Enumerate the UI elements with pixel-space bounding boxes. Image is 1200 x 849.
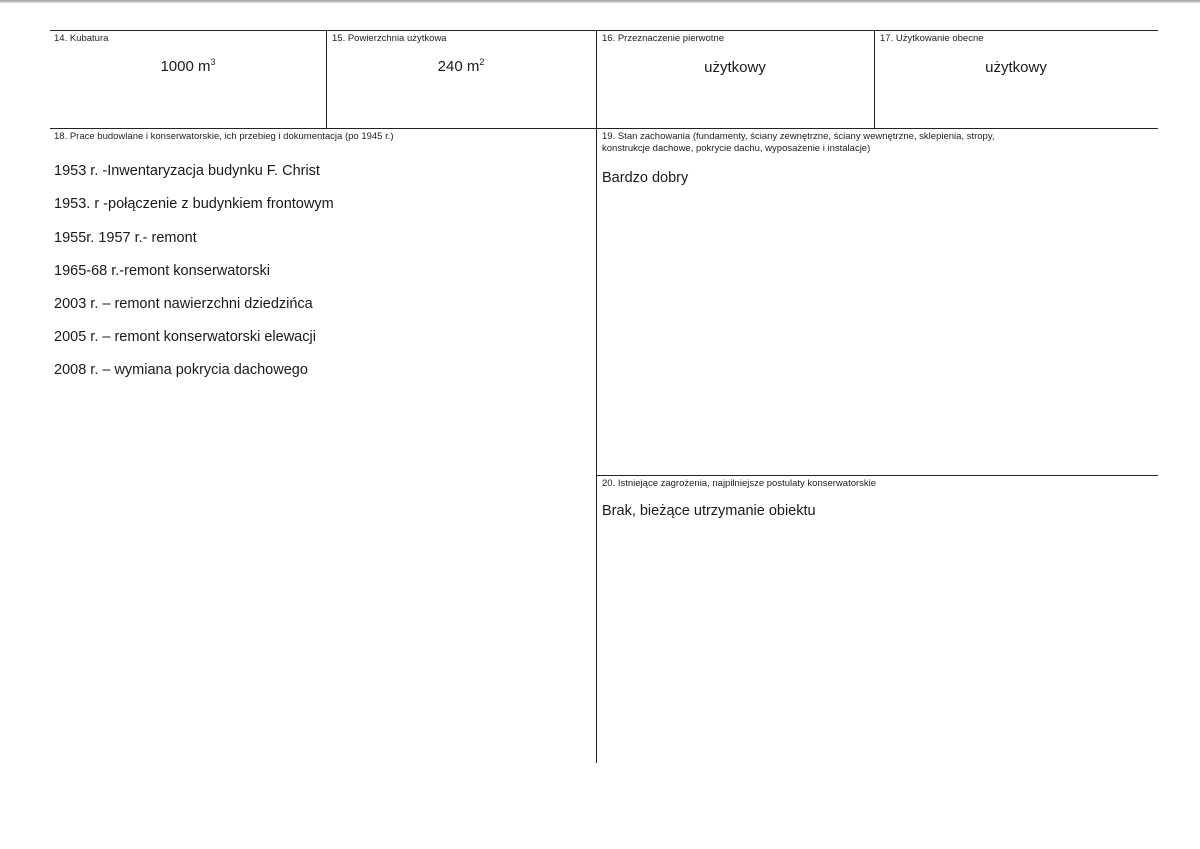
column-divider [874, 30, 875, 128]
field-15-label: 15. Powierzchnia użytkowa [332, 33, 447, 44]
field-19-label-line: konstrukcje dachowe, pokrycie dachu, wyposażenie i instalacje) [602, 143, 871, 154]
field-16-value: użytkowy [704, 59, 766, 76]
field-20-label: 20. Istniejące zagrożenia, najpilniejsze postulaty konserwatorskie [602, 478, 877, 489]
field-20-value: Brak, bieżące utrzymanie obiektu [602, 503, 816, 519]
section-divider [596, 475, 1158, 476]
field-19-value: Bardzo dobry [602, 170, 689, 186]
field-18-label: 18. Prace budowlane i konserwatorskie, ich przebieg i dokumentacja (po 1945 r.) [54, 131, 394, 142]
field-14-label: 14. Kubatura [54, 33, 109, 44]
field-17-value: użytkowy [985, 59, 1047, 76]
column-divider [326, 30, 327, 128]
column-divider [596, 30, 597, 763]
field-19-label-line: 19. Stan zachowania (fundamenty, ściany zewnętrzne, ściany wewnętrzne, sklepienia, stropy, [602, 131, 995, 142]
works-entry: 2008 r. – wymiana pokrycia dachowego [54, 362, 308, 378]
works-entry: 2003 r. – remont nawierzchni dziedzińca [54, 296, 313, 312]
works-entry: 1953. r -połączenie z budynkiem frontowym [54, 196, 334, 212]
field-15-number: 240 m [437, 58, 480, 75]
field-14-value [50, 58, 326, 75]
works-entry: 2005 r. – remont konserwatorski elewacji [54, 329, 316, 345]
works-entry: 1953 r. -Inwentaryzacja budynku F. Christ [54, 163, 320, 179]
field-15-exponent: 2 [479, 57, 485, 67]
field-19-label [602, 131, 995, 155]
field-16-label: 16. Przeznaczenie pierwotne [602, 33, 724, 44]
field-17-label: 17. Użytkowanie obecne [880, 33, 984, 44]
field-15-value [326, 58, 596, 75]
works-entry: 1965-68 r.-remont konserwatorski [54, 263, 270, 279]
scan-edge [0, 0, 1200, 3]
field-14-exponent: 3 [210, 57, 216, 67]
field-14-number: 1000 m [160, 58, 211, 75]
works-entry: 1955r. 1957 r.- remont [54, 230, 197, 246]
form-top-border [50, 30, 1158, 31]
row-divider [50, 128, 1158, 129]
